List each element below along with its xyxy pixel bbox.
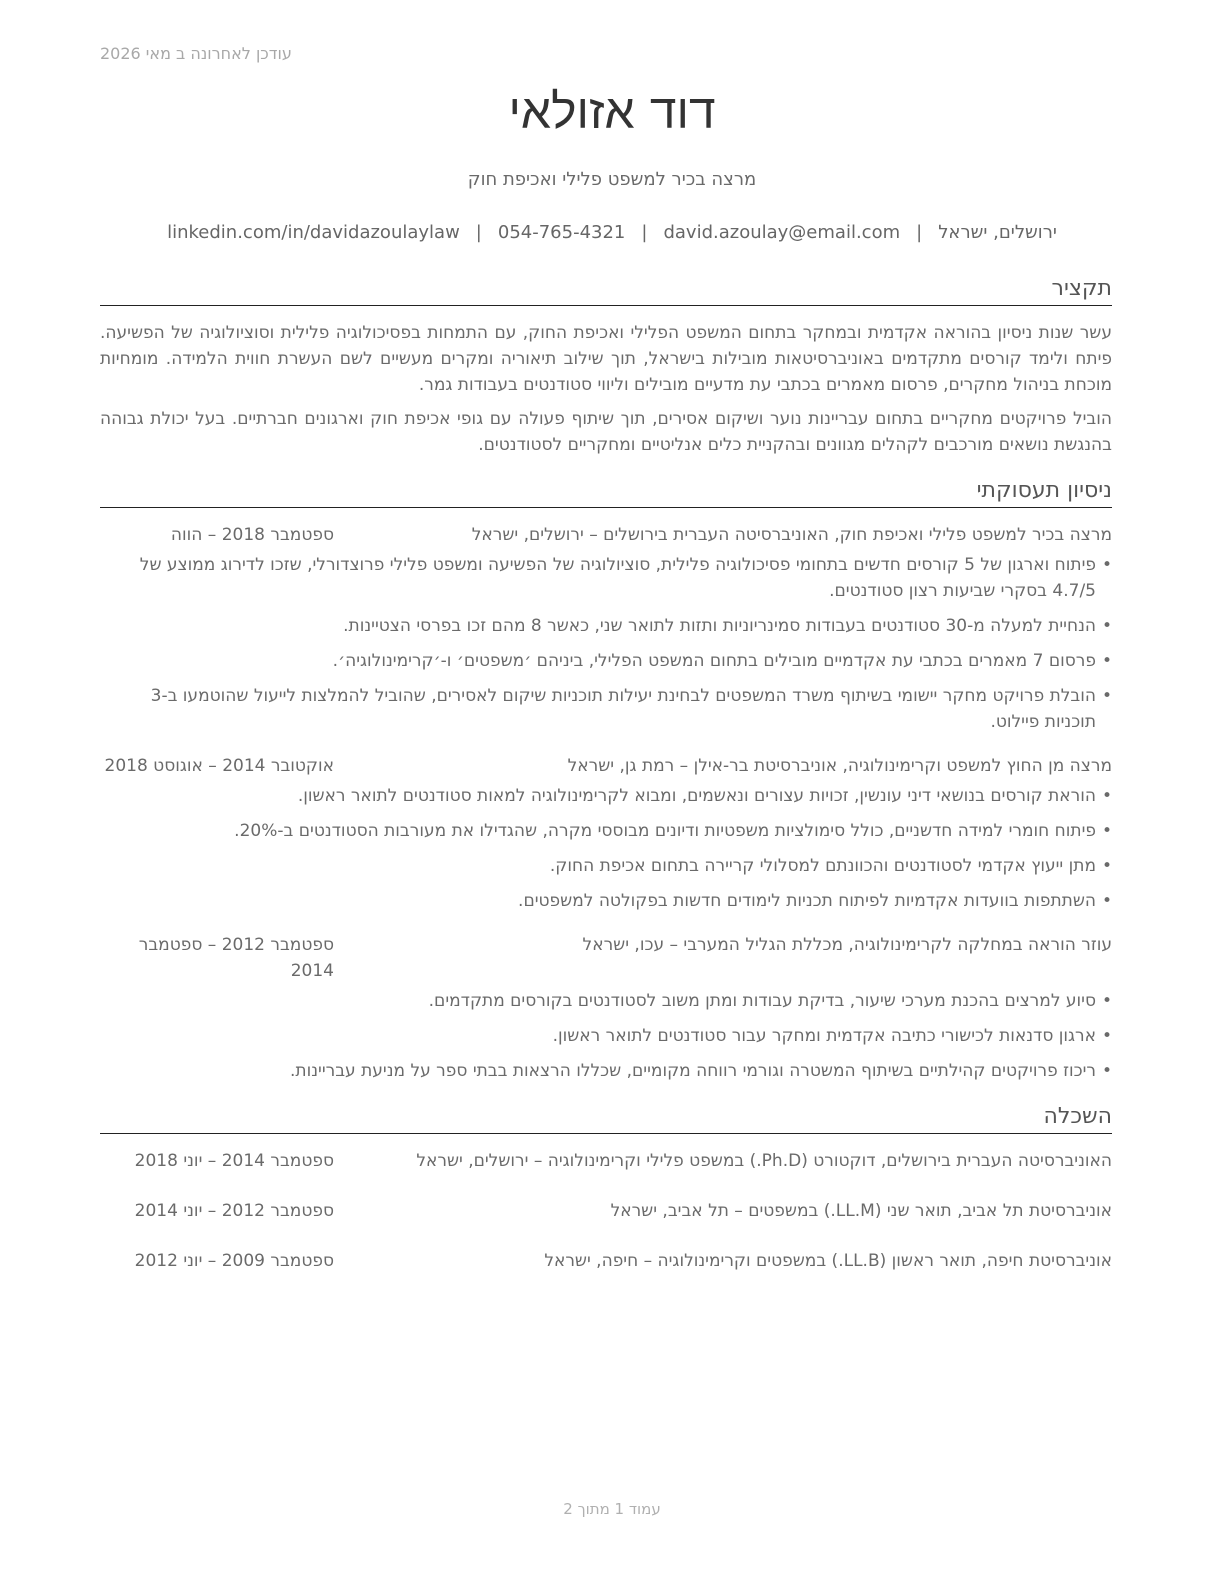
job-bullet-text: הנחיית למעלה מ-30 סטודנטים בעבודות סמינריוניות ותזות לתואר שני, כאשר 8 מהם זכו בפרסי הצטיינות.: [343, 616, 1096, 636]
summary-section: [100, 274, 1112, 458]
job-bullet-text: הובלת פרויקט מחקר יישומי בשיתוף משרד המשפטים לבחינת יעילות תוכניות שיקום לאסירים, שהוביל להמלצות לייעול שהוטמעו ב-3 תוכניות פיילוט.: [150, 686, 1096, 732]
job-entry: [100, 522, 1112, 735]
bullet-icon: •: [1101, 786, 1112, 806]
job-bullet: [100, 783, 1112, 809]
summary-paragraph: הוביל פרויקטים מחקריים בתחום עבריינות נוער ושיקום אסירים, תוך שיתוף פעולה עם גופי אכיפת חוק וארגונים חברתיים. בעל יכולת גבוהה בהנגשת נושאים מורכבים לקהלים מגוונים ובהקניית כלים אנליטיים ומחקריים לסטודנטים.: [100, 409, 1112, 455]
contact-email[interactable]: david.azoulay@email.com: [663, 222, 901, 243]
job-bullets: [100, 552, 1112, 735]
job-dates: אוקטובר 2014 – אוגוסט 2018: [104, 756, 334, 776]
bullet-icon: •: [1101, 651, 1112, 671]
education-entry: [100, 1248, 1112, 1274]
job-entry: [100, 753, 1112, 914]
education-section-title: השכלה: [100, 1102, 1112, 1134]
job-dates: ספטמבר 2018 – הווה: [170, 525, 334, 545]
bullet-icon: •: [1101, 991, 1112, 1011]
job-entry: [100, 932, 1112, 1084]
job-bullet: [100, 683, 1112, 735]
education-entry: [100, 1198, 1112, 1224]
job-header: [100, 932, 1112, 984]
bullet-icon: •: [1101, 891, 1112, 911]
job-dates: ספטמבר 2012 – ספטמבר 2014: [138, 935, 334, 981]
job-header: [100, 753, 1112, 779]
education-section: [100, 1102, 1112, 1274]
job-bullet-text: מתן ייעוץ אקדמי לסטודנטים והכוונתם למסלולי קריירה בתחום אכיפת החוק.: [549, 856, 1096, 876]
education-school: אוניברסיטת חיפה, תואר ראשון (LL.B.) במשפטים וקרימינולוגיה – חיפה, ישראל: [544, 1251, 1112, 1271]
contact-phone[interactable]: 054-765-4321: [497, 222, 626, 243]
bullet-icon: •: [1101, 616, 1112, 636]
job-bullet: [100, 818, 1112, 844]
candidate-headline: מרצה בכיר למשפט פלילי ואכיפת חוק: [467, 169, 757, 190]
experience-section-title: ניסיון תעסוקתי: [100, 476, 1112, 508]
job-bullet: [100, 888, 1112, 914]
bullet-icon: •: [1101, 856, 1112, 876]
education-dates: ספטמבר 2012 – יוני 2014: [134, 1201, 334, 1221]
page-number-footer: עמוד 1 מתוך 2: [563, 1500, 661, 1518]
experience-section: [100, 476, 1112, 1084]
job-bullet-text: ריכוז פרויקטים קהילתיים בשיתוף המשטרה וגורמי רווחה מקומיים, שכללו הרצאות בבתי ספר על מניעת עבריינות.: [290, 1061, 1096, 1081]
education-entry: [100, 1148, 1112, 1174]
education-dates: ספטמבר 2009 – יוני 2012: [134, 1251, 334, 1271]
education-school: אוניברסיטת תל אביב, תואר שני (LL.M.) במשפטים – תל אביב, ישראל: [610, 1201, 1112, 1221]
job-bullet-text: השתתפות בוועדות אקדמיות לפיתוח תכניות לימודים חדשות בפקולטה למשפטים.: [518, 891, 1096, 911]
contact-line: [0, 222, 1224, 243]
last-updated-note: עודכן לאחרונה ב מאי 2026: [100, 44, 292, 63]
job-title: עוזר הוראה במחלקה לקרימינולוגיה, מכללת הגליל המערבי – עכו, ישראל: [582, 935, 1112, 955]
job-bullet-text: פיתוח חומרי למידה חדשניים, כולל סימולציות משפטיות ודיונים מבוססי מקרה, שהגדילו את מעורבות הסטודנטים ב-20%.: [234, 821, 1096, 841]
resume-body: [100, 274, 1112, 1298]
job-bullet: [100, 853, 1112, 879]
candidate-name: דוד אזולאי: [508, 84, 716, 140]
contact-separator: |: [641, 222, 648, 243]
education-school: האוניברסיטה העברית בירושלים, דוקטורט (Ph.D.) במשפט פלילי וקרימינולוגיה – ירושלים, ישראל: [416, 1151, 1112, 1171]
job-bullet-text: הוראת קורסים בנושאי דיני עונשין, זכויות עצורים ונאשמים, ומבוא לקרימינולוגיה למאות סטודנטים לתואר ראשון.: [297, 786, 1096, 806]
contact-linkedin[interactable]: linkedin.com/in/davidazoulaylaw: [167, 222, 460, 243]
job-bullet: [100, 552, 1112, 604]
job-bullet: [100, 648, 1112, 674]
bullet-icon: •: [1101, 821, 1112, 841]
job-bullet: [100, 1058, 1112, 1084]
job-header: [100, 522, 1112, 548]
bullet-icon: •: [1101, 1061, 1112, 1081]
job-bullet-text: פיתוח וארגון של 5 קורסים חדשים בתחומי פסיכולוגיה פלילית, סוציולוגיה של הפשיעה ומשפט פלילי פרוצדורלי, שזכו לדירוג ממוצע של 4.7/5 בסקרי שביעות רצון סטודנטים.: [139, 555, 1096, 601]
job-bullet: [100, 988, 1112, 1014]
job-bullet: [100, 1023, 1112, 1049]
job-title: מרצה בכיר למשפט פלילי ואכיפת חוק, האוניברסיטה העברית בירושלים – ירושלים, ישראל: [471, 525, 1112, 545]
education-dates: ספטמבר 2014 – יוני 2018: [134, 1151, 334, 1171]
job-bullets: [100, 988, 1112, 1084]
bullet-icon: •: [1101, 555, 1112, 575]
job-bullets: [100, 783, 1112, 914]
contact-separator: |: [475, 222, 482, 243]
job-bullet-text: פרסום 7 מאמרים בכתבי עת אקדמיים מובילים בתחום המשפט הפלילי, ביניהם ׳משפטים׳ ו-׳קרימינולוגיה׳.: [332, 651, 1096, 671]
job-title: מרצה מן החוץ למשפט וקרימינולוגיה, אוניברסיטת בר-אילן – רמת גן, ישראל: [567, 756, 1112, 776]
bullet-icon: •: [1101, 686, 1112, 706]
contact-location: ירושלים, ישראל: [938, 222, 1057, 243]
job-bullet-text: ארגון סדנאות לכישורי כתיבה אקדמית ומחקר עבור סטודנטים לתואר ראשון.: [552, 1026, 1096, 1046]
summary-section-title: תקציר: [100, 274, 1112, 306]
job-bullet: [100, 613, 1112, 639]
contact-separator: |: [916, 222, 923, 243]
summary-paragraph: עשר שנות ניסיון בהוראה אקדמית ובמחקר בתחום המשפט הפלילי ואכיפת החוק, עם התמחות בפסיכולוגיה פלילית וסוציולוגיה של הפשיעה. פיתח ולימד קורסים מתקדמים באוניברסיטאות מובילות בישראל, תוך שילוב תיאוריה ומקרים מעשיים לשם העשרת חווית הלמידה. מומחיות מוכחת בניהול מחקרים, פרסום מאמרים בכתבי עת מדעיים מובילים וליווי סטודנטים בעבודות גמר.: [100, 323, 1112, 395]
bullet-icon: •: [1101, 1026, 1112, 1046]
job-bullet-text: סיוע למרצים בהכנת מערכי שיעור, בדיקת עבודות ומתן משוב לסטודנטים בקורסים מתקדמים.: [428, 991, 1096, 1011]
